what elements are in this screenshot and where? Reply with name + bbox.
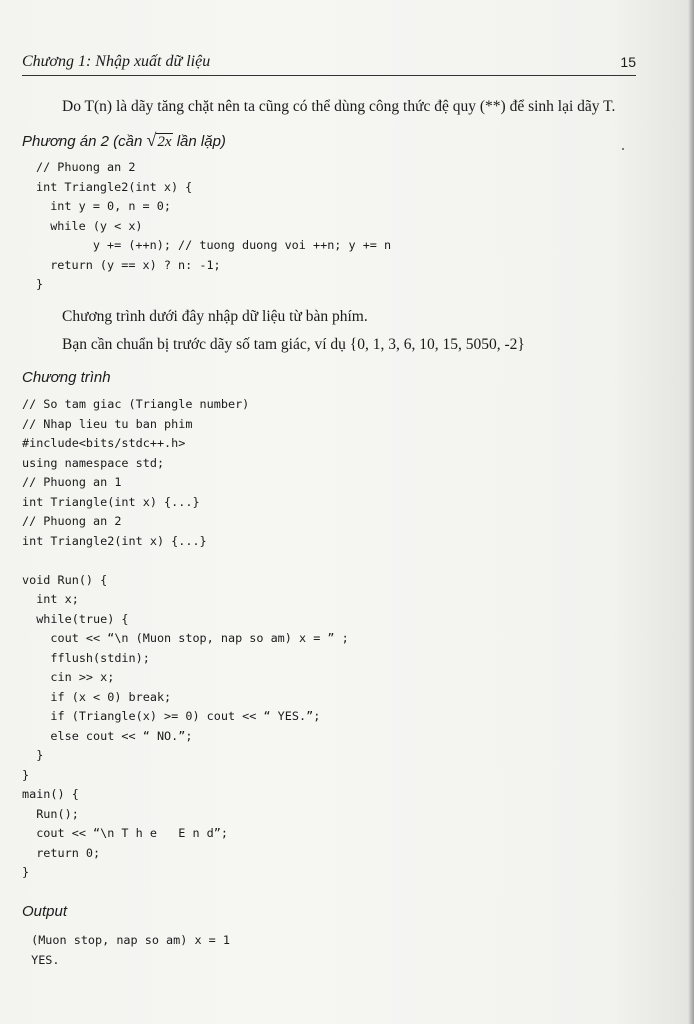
page-number: 15 [620, 54, 636, 70]
radical-sign: √ [146, 130, 157, 150]
prepare-paragraph: Bạn cần chuẩn bị trước dãy số tam giác, ví dụ {0, 1, 3, 6, 10, 15, 5050, -2} [62, 336, 525, 353]
option2-heading-suffix: lần lặp) [172, 133, 226, 150]
scan-speck [622, 148, 624, 150]
output-heading: Output [22, 903, 68, 920]
code-output: (Muon stop, nap so am) x = 1 YES. [31, 933, 230, 967]
radicand: 2x [157, 134, 172, 150]
page-header [22, 53, 636, 76]
chapter-title: Chương 1: Nhập xuất dữ liệu [22, 53, 211, 70]
code-option2: // Phuong an 2 int Triangle2(int x) { int y = 0, n = 0; while (y < x) y += (++n); // tuong duong voi ++n; y += n return (y == x) ? n: -1; } [36, 160, 392, 291]
option2-heading-prefix: Phương án 2 (cần [22, 133, 147, 150]
intro-paragraph: Do T(n) là dãy tăng chặt nên ta cũng có thể dùng công thức đệ quy (**) để sinh lại dãy T. [62, 98, 616, 115]
option2-heading [22, 130, 226, 151]
sqrt-2x-formula [146, 130, 172, 151]
keyboard-paragraph: Chương trình dưới đây nhập dữ liệu từ bàn phím. [62, 308, 368, 325]
program-heading: Chương trình [22, 369, 111, 386]
code-program: // So tam giac (Triangle number) // Nhap lieu tu ban phim #include<bits/stdc++.h> using namespace std; // Phuong an 1 int Triangle(int x) {...} // Phuong an 2 int Triangle2(int x) {...} void Run() { int x; while(true) { cout << “\n (Muon stop, nap so am) x = ” ; fflush(stdin); cin >> x; if (x < 0) break; if (Triangle(x) >= 0) cout << “ YES.”; else cout << “ NO.”; } } main() { Run(); cout << “\n T h e E n d”; return 0; } [22, 397, 349, 879]
